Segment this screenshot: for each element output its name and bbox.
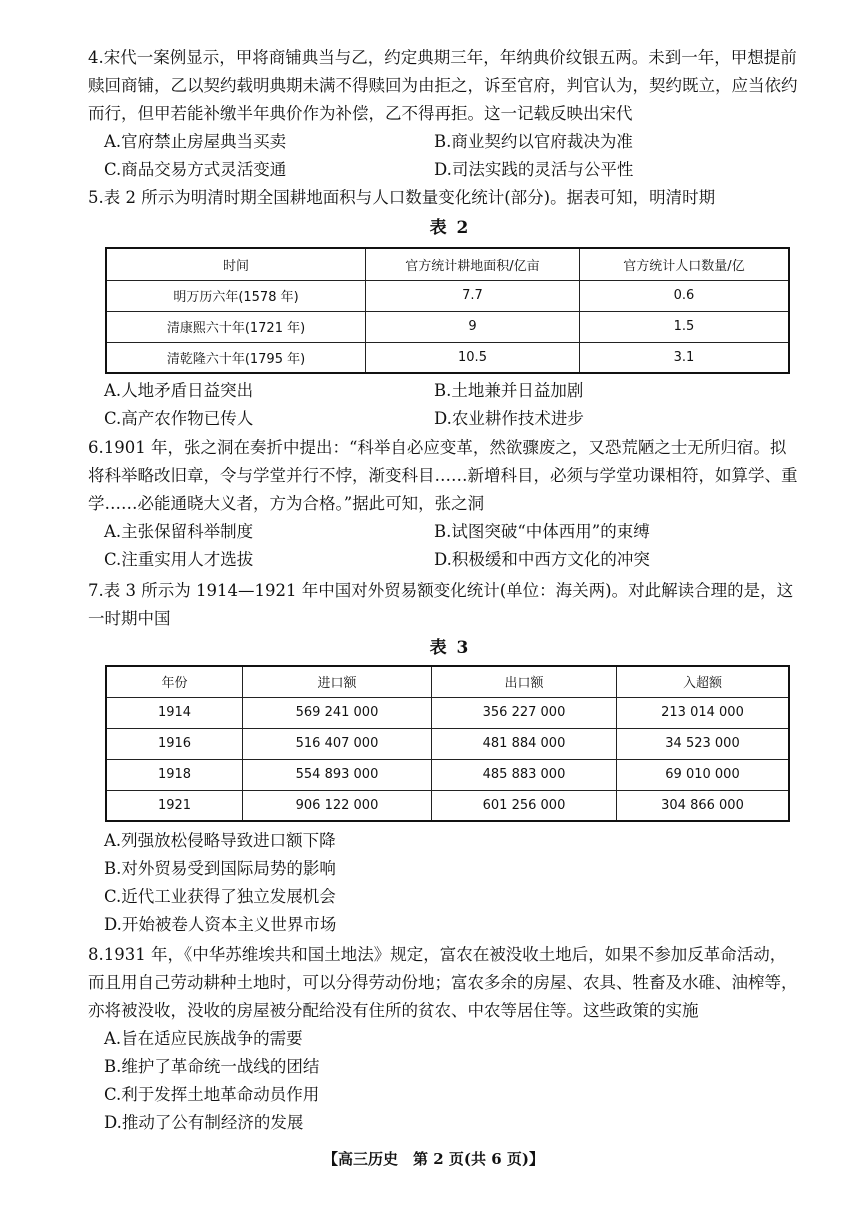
option-a: A.官府禁止房屋典当买卖 (104, 132, 287, 151)
question-stem: 7.表 3 所示为 1914—1921 年中国对外贸易额变化统计(单位：海关两)。对此解读合理的是，这一时期中国 (88, 581, 794, 628)
table-cell: 569 241 000 (243, 697, 432, 728)
table-row (106, 790, 789, 821)
option-a: A.列强放松侵略导致进口额下降 (104, 831, 336, 850)
table-cell: 304 866 000 (617, 790, 790, 821)
question-6 (88, 434, 800, 574)
table-cell: 0.6 (580, 280, 790, 311)
option-b: B.对外贸易受到国际局势的影响 (104, 859, 336, 878)
table-cell: 481 884 000 (432, 728, 617, 759)
question-7 (88, 577, 800, 633)
table-header-cell: 时间 (106, 248, 366, 280)
table-row (106, 697, 789, 728)
table-cell: 516 407 000 (243, 728, 432, 759)
table-row (106, 311, 789, 342)
table-cell: 1918 (106, 759, 243, 790)
option-d: D.司法实践的灵活与公平性 (434, 160, 634, 179)
table-header-row (106, 248, 789, 280)
table-header-cell: 出口额 (432, 666, 617, 697)
table-3 (105, 665, 790, 822)
option-a: A.人地矛盾日益突出 (104, 381, 254, 400)
table-3-caption: 表 3 (429, 638, 471, 658)
question-stem: 8.1931 年，《中华苏维埃共和国土地法》规定，富农在被没收土地后，如果不参加反革命活动，而且用自己劳动耕种土地时，可以分得劳动份地；富农多余的房屋、农具、牲畜及水碓、油榨等，亦将被没收，没收的房屋被分配给没有住所的贫农、中农等居住等。这些政策的实施 (88, 945, 798, 1020)
options (88, 518, 800, 574)
table-header-cell: 官方统计人口数量/亿 (580, 248, 790, 280)
table-header-cell: 进口额 (243, 666, 432, 697)
option-d: D.推动了公有制经济的发展 (104, 1113, 304, 1132)
option-d: D.开始被卷人资本主义世界市场 (104, 915, 337, 934)
option-d: D.积极缓和中西方文化的冲突 (434, 550, 650, 569)
option-d: D.农业耕作技术进步 (434, 409, 584, 428)
options (88, 1025, 800, 1137)
question-stem: 6.1901 年，张之洞在奏折中提出：“科举自必应变革，然欲骤废之，又恐荒陋之士无所归宿。拟将科举略改旧章，令与学堂并行不悖，渐变科目……新增科目，必须与学堂功课相符，如算学、重学……必能通晓大义者，方为合格。”据此可知，张之洞 (88, 438, 798, 513)
table-header-cell: 入超额 (617, 666, 790, 697)
table-cell: 1.5 (580, 311, 790, 342)
options (88, 128, 800, 184)
table-cell: 10.5 (366, 342, 580, 373)
page-footer: 【高三历史 第 2 页(共 6 页)】 (323, 1150, 544, 1168)
table-cell: 7.7 (366, 280, 580, 311)
option-b: B.商业契约以官府裁决为准 (434, 132, 633, 151)
table-header-row (106, 666, 789, 697)
table-row (106, 342, 789, 373)
table-cell: 554 893 000 (243, 759, 432, 790)
table-cell: 1916 (106, 728, 243, 759)
question-5-options (88, 377, 800, 433)
table-header-cell: 年份 (106, 666, 243, 697)
table-cell: 9 (366, 311, 580, 342)
question-stem: 4.宋代一案例显示，甲将商铺典当与乙，约定典期三年，年纳典价纹银五两。未到一年，甲想提前赎回商铺，乙以契约载明典期未满不得赎回为由拒之，诉至官府，判官认为，契约既立，应当依约而行，但甲若能补缴半年典价作为补偿，乙不得再拒。这一记载反映出宋代 (88, 48, 798, 123)
table-cell: 601 256 000 (432, 790, 617, 821)
table-cell: 1921 (106, 790, 243, 821)
table-cell: 906 122 000 (243, 790, 432, 821)
option-c: C.注重实用人才选拔 (104, 550, 254, 569)
option-a: A.主张保留科举制度 (104, 522, 254, 541)
table-cell: 485 883 000 (432, 759, 617, 790)
question-7-options (88, 827, 800, 939)
table-row (106, 728, 789, 759)
option-c: C.利于发挥土地革命动员作用 (104, 1085, 320, 1104)
table-2-caption: 表 2 (429, 218, 471, 238)
table-cell: 清康熙六十年(1721 年) (106, 311, 366, 342)
table-cell: 清乾隆六十年(1795 年) (106, 342, 366, 373)
question-5 (88, 184, 800, 212)
option-c: C.近代工业获得了独立发展机会 (104, 887, 336, 906)
table-header-cell: 官方统计耕地面积/亿亩 (366, 248, 580, 280)
question-4 (88, 44, 800, 184)
option-b: B.土地兼并日益加剧 (434, 381, 584, 400)
option-b: B.维护了革命统一战线的团结 (104, 1057, 320, 1076)
table-2 (105, 247, 790, 374)
table-row (106, 280, 789, 311)
option-c: C.高产农作物已传人 (104, 409, 254, 428)
table-cell: 356 227 000 (432, 697, 617, 728)
option-a: A.旨在适应民族战争的需要 (104, 1029, 303, 1048)
question-stem: 5.表 2 所示为明清时期全国耕地面积与人口数量变化统计(部分)。据表可知，明清时期 (88, 188, 716, 207)
options (88, 827, 800, 939)
table-cell: 213 014 000 (617, 697, 790, 728)
table-cell: 34 523 000 (617, 728, 790, 759)
option-b: B.试图突破“中体西用”的束缚 (434, 522, 650, 541)
options (88, 377, 800, 433)
table-cell: 1914 (106, 697, 243, 728)
option-c: C.商品交易方式灵活变通 (104, 160, 287, 179)
table-cell: 明万历六年(1578 年) (106, 280, 366, 311)
table-cell: 69 010 000 (617, 759, 790, 790)
table-row (106, 759, 789, 790)
table-cell: 3.1 (580, 342, 790, 373)
question-8 (88, 941, 800, 1137)
